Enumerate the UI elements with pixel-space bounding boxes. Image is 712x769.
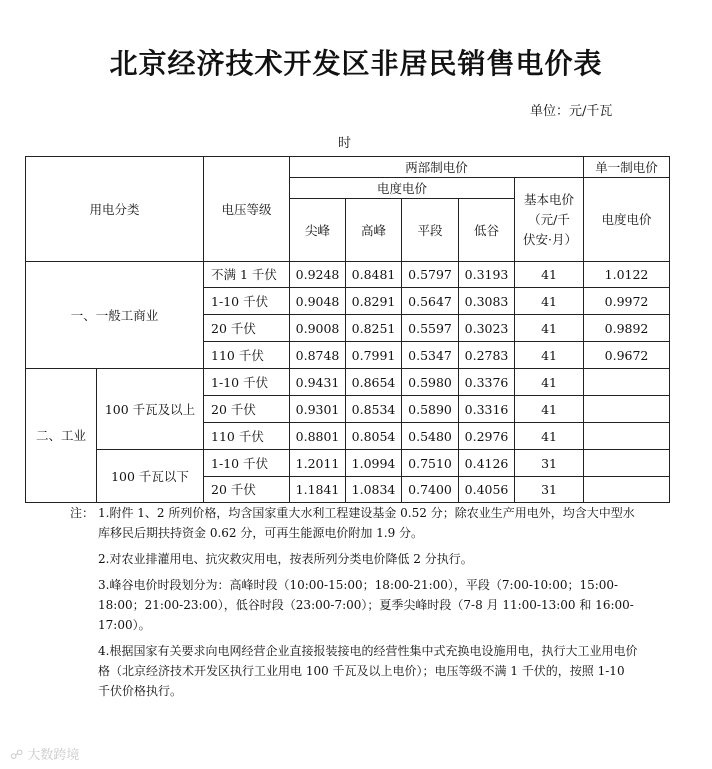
price-cell: 0.4126 [459, 450, 515, 477]
table-row [26, 450, 670, 477]
voltage-cell: 20 千伏 [204, 396, 290, 423]
header-peak-sharp: 尖峰 [290, 199, 346, 262]
note-text: 对农业排灌用电、抗灾救灾用电，按表所列分类电价降低 2 分执行。 [109, 552, 473, 566]
price-cell: 0.8481 [346, 262, 402, 288]
basic-price-cell: 41 [515, 342, 584, 369]
price-cell: 0.8291 [346, 288, 402, 315]
note-text: 根据国家有关要求向电网经营企业直接报装接电的经营性集中式充换电设施用电，执行大工业用电价格（北京经济技术开发区执行工业用电 100 千瓦及以上电价）；电压等级不满 1 千伏的，按照 1-10 千伏价格执行。 [98, 644, 638, 698]
header-single: 单一制电价 [584, 157, 670, 178]
header-energy-price: 电度电价 [290, 178, 515, 199]
voltage-cell: 1-10 千伏 [204, 288, 290, 315]
basic-price-cell: 41 [515, 288, 584, 315]
single-price-cell [584, 450, 670, 477]
price-cell: 1.1841 [290, 477, 346, 503]
price-cell: 0.4056 [459, 477, 515, 503]
price-cell: 1.0834 [346, 477, 402, 503]
price-cell: 0.3316 [459, 396, 515, 423]
price-cell: 0.3193 [459, 262, 515, 288]
single-price-cell [584, 396, 670, 423]
header-category: 用电分类 [26, 157, 204, 262]
voltage-cell: 不满 1 千伏 [204, 262, 290, 288]
single-price-cell: 0.9892 [584, 315, 670, 342]
page-title: 北京经济技术开发区非居民销售电价表 [109, 47, 603, 80]
price-cell: 0.8534 [346, 396, 402, 423]
header-single-energy: 电度电价 [584, 178, 670, 262]
basic-price-cell: 41 [515, 396, 584, 423]
single-price-cell: 1.0122 [584, 262, 670, 288]
note-item [70, 641, 640, 701]
notes-section [70, 503, 640, 701]
note-item [70, 549, 640, 569]
basic-price-cell: 31 [515, 450, 584, 477]
price-cell: 0.9431 [290, 369, 346, 396]
price-cell: 0.2976 [459, 423, 515, 450]
voltage-cell: 1-10 千伏 [204, 450, 290, 477]
header-valley: 低谷 [459, 199, 515, 262]
price-cell: 0.5347 [402, 342, 459, 369]
price-cell: 0.5797 [402, 262, 459, 288]
price-cell: 0.3083 [459, 288, 515, 315]
price-cell: 0.8654 [346, 369, 402, 396]
watermark [10, 744, 79, 763]
price-cell: 0.7400 [402, 477, 459, 503]
note-number: 1. [98, 506, 110, 520]
note-number: 2. [98, 552, 110, 566]
note-number: 4. [98, 644, 110, 658]
header-voltage: 电压等级 [204, 157, 290, 262]
voltage-cell: 110 千伏 [204, 342, 290, 369]
category-commercial: 一、一般工商业 [26, 262, 204, 369]
price-cell: 0.7991 [346, 342, 402, 369]
price-cell: 0.5597 [402, 315, 459, 342]
basic-price-cell: 31 [515, 477, 584, 503]
voltage-cell: 1-10 千伏 [204, 369, 290, 396]
price-cell: 0.9248 [290, 262, 346, 288]
single-price-cell: 0.9672 [584, 342, 670, 369]
watermark-logo-icon: ☍ [10, 748, 24, 763]
voltage-cell: 20 千伏 [204, 315, 290, 342]
industrial-group-small: 100 千瓦以下 [97, 450, 204, 503]
price-cell: 0.7510 [402, 450, 459, 477]
table-row [26, 262, 670, 288]
single-price-cell [584, 369, 670, 396]
header-basic-price: 基本电价（元/千伏安·月） [515, 178, 584, 262]
notes-prefix: 注： [70, 506, 95, 520]
price-cell: 0.3023 [459, 315, 515, 342]
note-number: 3. [98, 578, 110, 592]
price-cell: 0.9008 [290, 315, 346, 342]
category-industrial: 二、工业 [26, 369, 97, 503]
industrial-group-large: 100 千瓦及以上 [97, 369, 204, 450]
watermark-text: 大数跨境 [27, 748, 80, 763]
single-price-cell: 0.9972 [584, 288, 670, 315]
basic-price-cell: 41 [515, 315, 584, 342]
price-cell: 0.8054 [346, 423, 402, 450]
note-text: 峰谷电价时段划分为：高峰时段（10:00-15:00；18:00-21:00），平段（7:00-10:00；15:00-18:00；21:00-23:00），低谷时段（23:00-7:00）；夏季尖峰时段（7-8 月 11:00-13:00 和 16:00-17:00）。 [98, 578, 634, 632]
note-item [70, 503, 640, 543]
note-item [70, 575, 640, 635]
unit-label: 单位：元/千瓦 [530, 104, 613, 119]
single-price-cell [584, 423, 670, 450]
header-two-part: 两部制电价 [290, 157, 584, 178]
header-peak: 高峰 [346, 199, 402, 262]
price-cell: 1.0994 [346, 450, 402, 477]
price-table [25, 156, 670, 503]
unit-label-continued: 时 [338, 136, 352, 151]
price-cell: 0.9048 [290, 288, 346, 315]
price-cell: 0.8251 [346, 315, 402, 342]
price-cell: 0.9301 [290, 396, 346, 423]
price-cell: 0.5647 [402, 288, 459, 315]
price-cell: 0.2783 [459, 342, 515, 369]
price-cell: 0.5980 [402, 369, 459, 396]
header-flat: 平段 [402, 199, 459, 262]
price-cell: 0.5890 [402, 396, 459, 423]
table-row [26, 369, 670, 396]
basic-price-cell: 41 [515, 262, 584, 288]
voltage-cell: 20 千伏 [204, 477, 290, 503]
basic-price-cell: 41 [515, 423, 584, 450]
price-cell: 0.3376 [459, 369, 515, 396]
price-cell: 0.8801 [290, 423, 346, 450]
price-cell: 1.2011 [290, 450, 346, 477]
basic-price-cell: 41 [515, 369, 584, 396]
price-cell: 0.8748 [290, 342, 346, 369]
note-text: 附件 1、2 所列价格，均含国家重大水利工程建设基金 0.52 分；除农业生产用电外，均含大中型水库移民后期扶持资金 0.62 分，可再生能源电价附加 1.9 分。 [98, 506, 635, 540]
single-price-cell [584, 477, 670, 503]
voltage-cell: 110 千伏 [204, 423, 290, 450]
price-cell: 0.5480 [402, 423, 459, 450]
